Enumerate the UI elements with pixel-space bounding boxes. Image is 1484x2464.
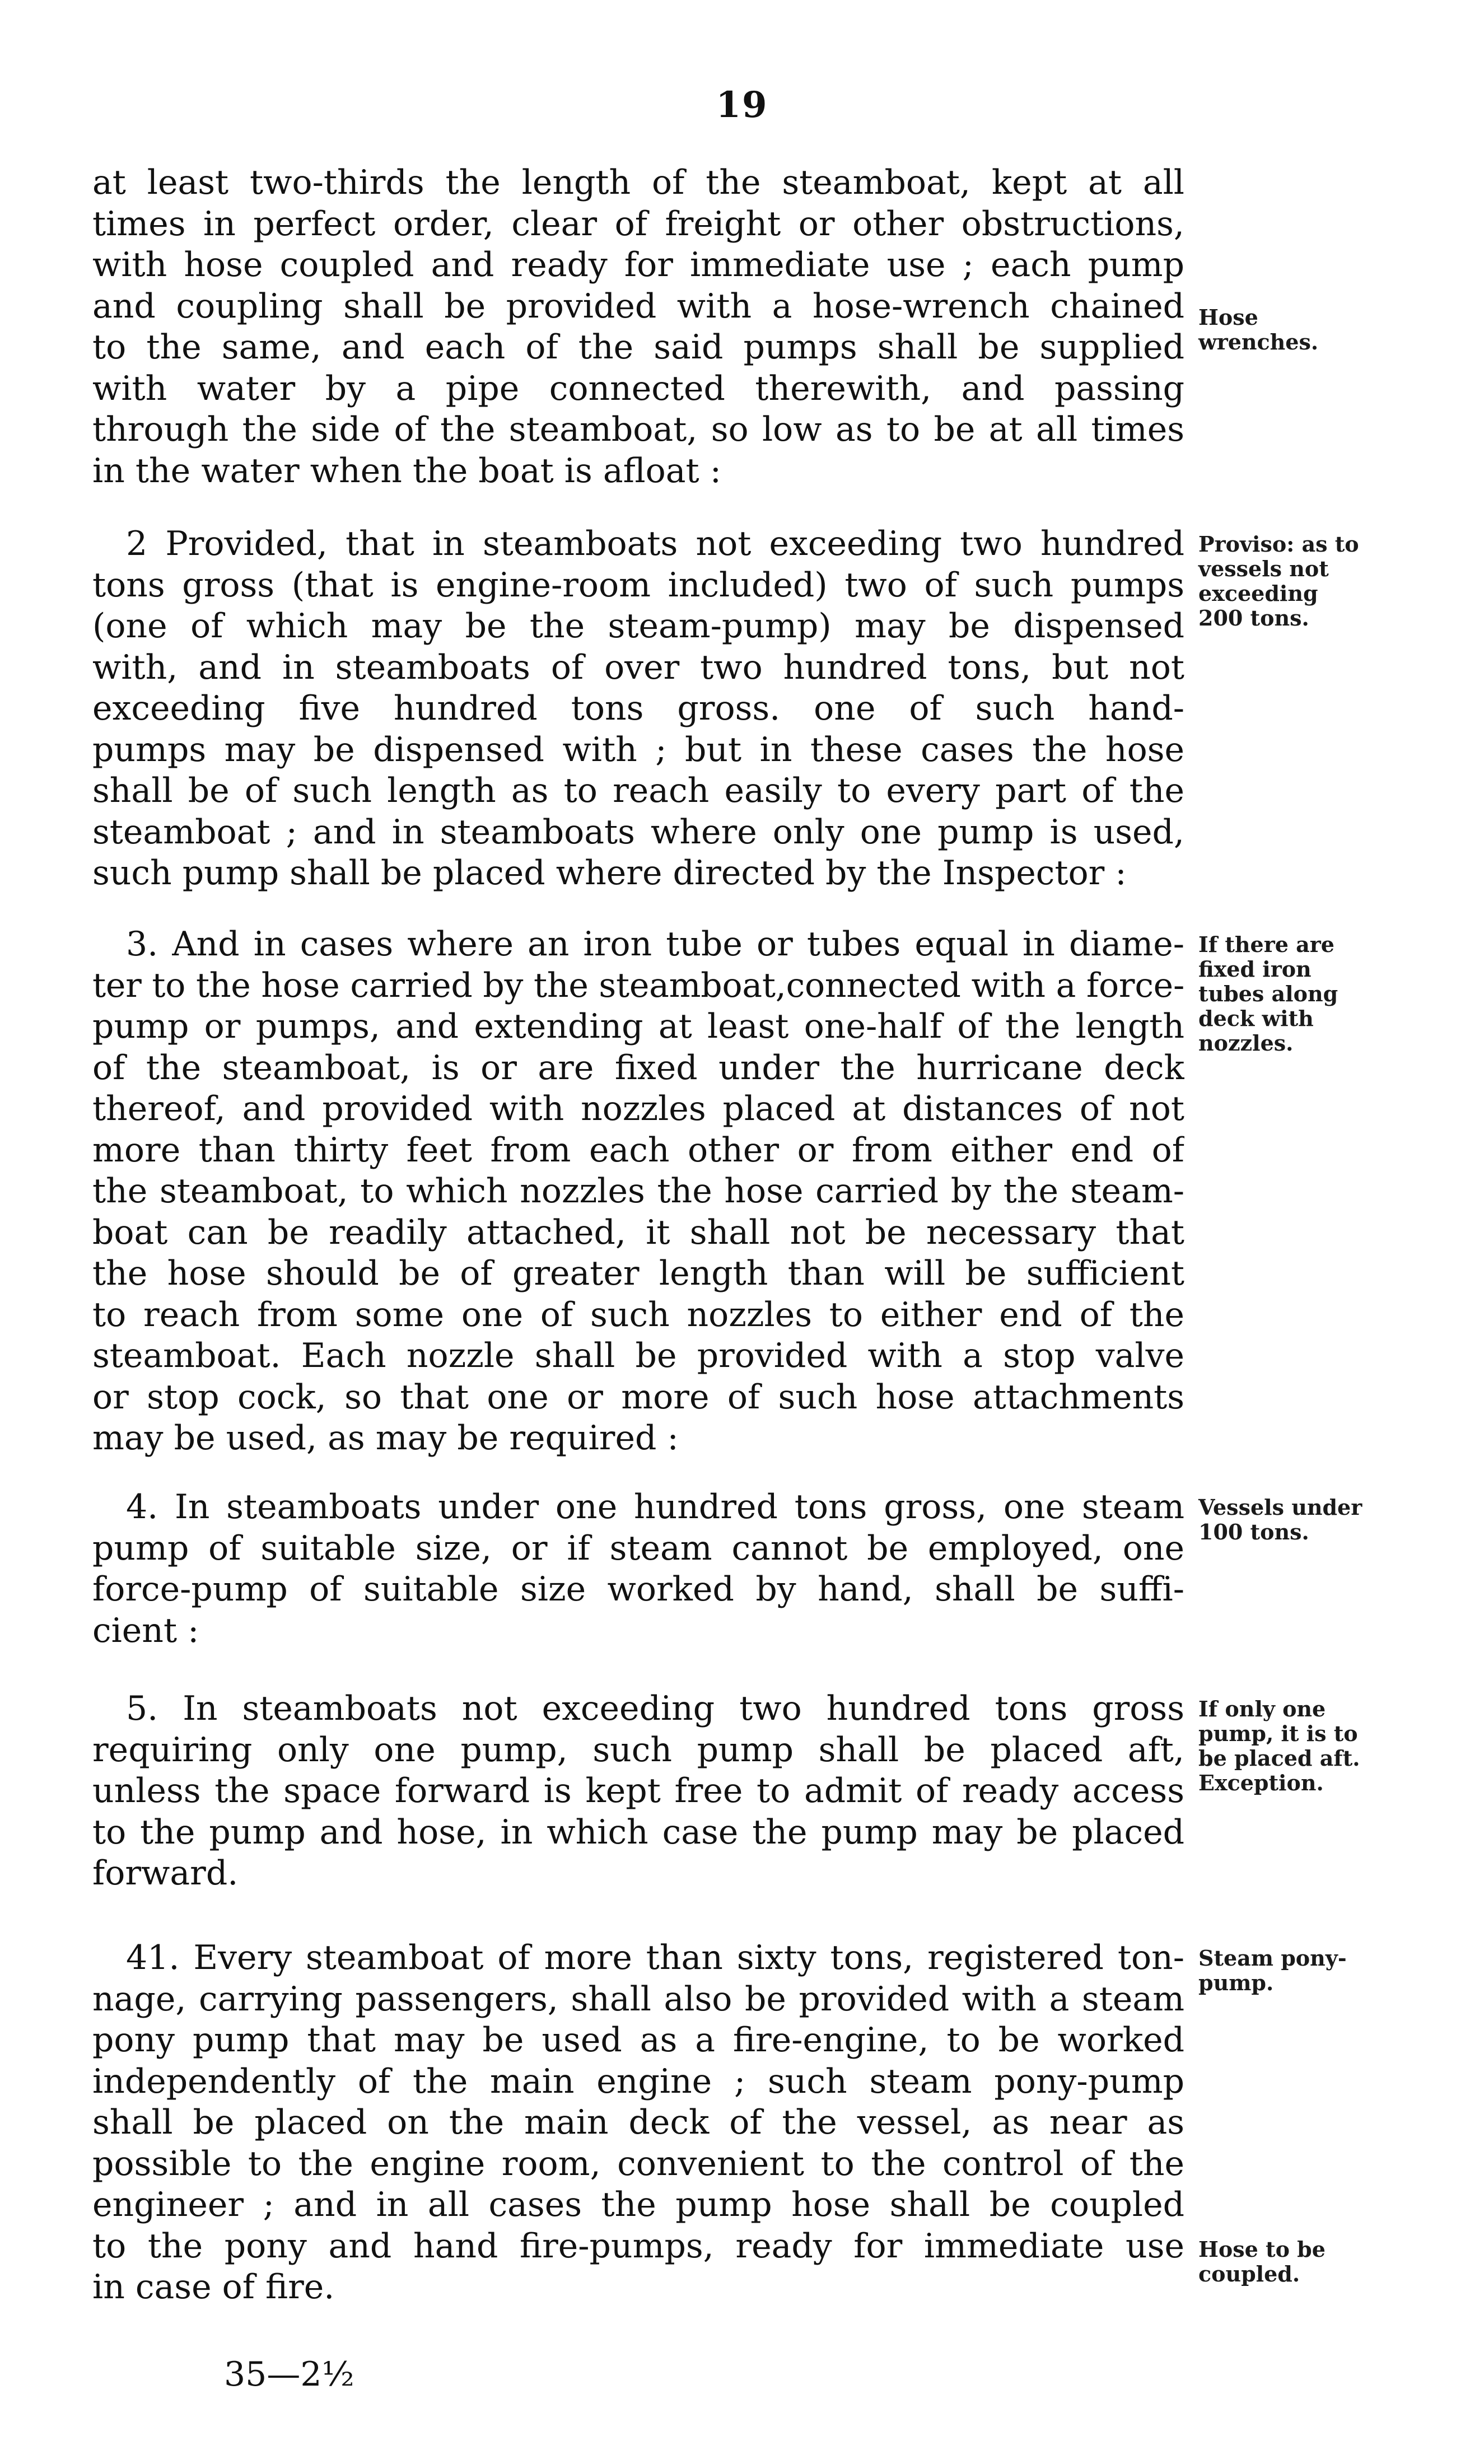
text-line: 4. In steamboats under one hundred tons gross, one steam	[126, 1487, 1184, 1527]
text-line: to the pump and hose, in which case the pump may be placed	[92, 1812, 1184, 1852]
text-line: 41. Every steamboat of more than sixty tons, registered ton-	[126, 1938, 1184, 1977]
text-line: tons gross (that is engine-room included) two of such pumps	[92, 565, 1184, 605]
margin-note-line: If only one	[1198, 1696, 1326, 1721]
margin-note-hose-wrenches	[1198, 305, 1411, 354]
margin-note-line: wrenches.	[1198, 329, 1319, 354]
margin-note-line: deck with	[1198, 1006, 1314, 1031]
section-41-pony-pump	[92, 1938, 1184, 2308]
text-line: 5. In steamboats not exceeding two hundred tons gross	[126, 1689, 1184, 1728]
margin-note-hose-coupled	[1198, 2237, 1411, 2286]
text-line: pump or pumps, and extending at least one-half of the length	[92, 1007, 1184, 1046]
margin-note-under-100-tons	[1198, 1495, 1411, 1544]
text-line: nage, carrying passengers, shall also be provided with a steam	[92, 1979, 1184, 2019]
margin-note-line: If there are	[1198, 932, 1334, 957]
margin-note-line: fixed iron	[1198, 956, 1312, 982]
text-line: or stop cock, so that one or more of such hose attachments	[92, 1377, 1184, 1417]
margin-note-line: tubes along	[1198, 981, 1338, 1006]
text-line: with water by a pipe connected therewith, and passing	[92, 368, 1184, 408]
text-line: boat can be readily attached, it shall not be necessary that	[92, 1212, 1184, 1252]
margin-note-line: Hose	[1198, 305, 1258, 330]
text-line: 3. And in cases where an iron tube or tubes equal in diame-	[126, 925, 1184, 964]
text-line: pony pump that may be used as a fire-engine, to be worked	[92, 2020, 1184, 2060]
text-line: steamboat ; and in steamboats where only one pump is used,	[92, 812, 1184, 852]
text-line: the hose should be of greater length than will be sufficient	[92, 1254, 1184, 1293]
text-line: (one of which may be the steam-pump) may be dispensed	[92, 606, 1184, 646]
paragraph-4-under-100-tons	[92, 1487, 1184, 1651]
margin-note-line: be placed aft.	[1198, 1746, 1360, 1771]
text-line: to the same, and each of the said pumps shall be supplied	[92, 328, 1184, 367]
margin-note-line: 100 tons.	[1198, 1519, 1309, 1544]
paragraph-5-one-pump	[92, 1688, 1184, 1894]
text-line: in the water when the boat is afloat :	[92, 451, 721, 491]
text-line: cient :	[92, 1611, 199, 1650]
page-number: 19	[716, 84, 768, 126]
text-line: to the pony and hand fire-pumps, ready for immediate use	[92, 2226, 1184, 2266]
text-line: ter to the hose carried by the steamboat,connected with a force-	[92, 965, 1184, 1005]
text-line: the steamboat, to which nozzles the hose carried by the steam-	[92, 1172, 1184, 1211]
text-line: exceeding five hundred tons gross. one of such hand-	[92, 689, 1184, 728]
text-line: to reach from some one of such nozzles to either end of the	[92, 1295, 1184, 1334]
margin-note-line: vessels not	[1198, 556, 1329, 581]
text-line: unless the space forward is kept free to admit of ready access	[92, 1771, 1184, 1810]
margin-note-line: nozzles.	[1198, 1030, 1294, 1056]
text-line: at least two-thirds the length of the steamboat, kept at all	[92, 163, 1184, 202]
text-line: and coupling shall be provided with a hose-wrench chained	[92, 286, 1184, 326]
text-line: shall be of such length as to reach easily to every part of the	[92, 771, 1184, 810]
text-line: 2 Provided, that in steamboats not exceeding two hundred	[126, 524, 1184, 563]
text-line: times in perfect order, clear of freight or other obstructions,	[92, 204, 1184, 244]
margin-note-line: coupled.	[1198, 2261, 1300, 2286]
margin-note-line: Exception.	[1198, 1770, 1324, 1795]
text-line: shall be placed on the main deck of the vessel, as near as	[92, 2103, 1184, 2142]
margin-note-line: Hose to be	[1198, 2237, 1326, 2262]
margin-note-line: pump, it is to	[1198, 1721, 1358, 1746]
paragraph-continuation	[92, 162, 1184, 492]
margin-note-iron-tubes	[1198, 932, 1411, 1056]
text-line: forward.	[92, 1854, 239, 1893]
text-line: independently of the main engine ; such steam pony-pump	[92, 2061, 1184, 2101]
margin-note-line: 200 tons.	[1198, 605, 1309, 631]
text-line: steamboat. Each nozzle shall be provided with a stop valve	[92, 1336, 1184, 1375]
text-line: force-pump of suitable size worked by hand, shall be suffi-	[92, 1570, 1184, 1609]
margin-note-line: pump.	[1198, 1970, 1274, 1995]
text-line: possible to the engine room, convenient to the control of the	[92, 2144, 1184, 2183]
text-line: more than thirty feet from each other or from either end of	[92, 1130, 1184, 1170]
margin-note-line: exceeding	[1198, 581, 1318, 606]
paragraph-2-proviso	[92, 524, 1184, 894]
text-line: with hose coupled and ready for immediate use ; each pump	[92, 245, 1184, 284]
margin-note-one-pump	[1198, 1697, 1411, 1795]
text-line: of the steamboat, is or are fixed under the hurricane deck	[92, 1048, 1184, 1088]
text-line: may be used, as may be required :	[92, 1418, 679, 1458]
text-line: through the side of the steamboat, so low as to be at all times	[92, 410, 1184, 449]
text-line: in case of fire.	[92, 2267, 335, 2307]
margin-note-line: Steam pony-	[1198, 1945, 1347, 1971]
text-line: thereof, and provided with nozzles placed at distances of not	[92, 1089, 1184, 1128]
text-line: such pump shall be placed where directed by the Inspector :	[92, 853, 1127, 893]
paragraph-3-iron-tubes	[92, 924, 1184, 1459]
margin-note-pony-pump	[1198, 1946, 1411, 1995]
text-line: requiring only one pump, such pump shall be placed aft,	[92, 1730, 1184, 1770]
margin-note-line: Vessels under	[1198, 1495, 1362, 1520]
text-line: pump of suitable size, or if steam cannot be employed, one	[92, 1528, 1184, 1568]
printer-signature: 35—2½	[224, 2355, 354, 2394]
text-line: with, and in steamboats of over two hundred tons, but not	[92, 647, 1184, 687]
text-line: engineer ; and in all cases the pump hose shall be coupled	[92, 2185, 1184, 2224]
text-line: pumps may be dispensed with ; but in these cases the hose	[92, 730, 1184, 769]
margin-note-proviso	[1198, 532, 1411, 631]
margin-note-line: Proviso: as to	[1198, 531, 1359, 557]
